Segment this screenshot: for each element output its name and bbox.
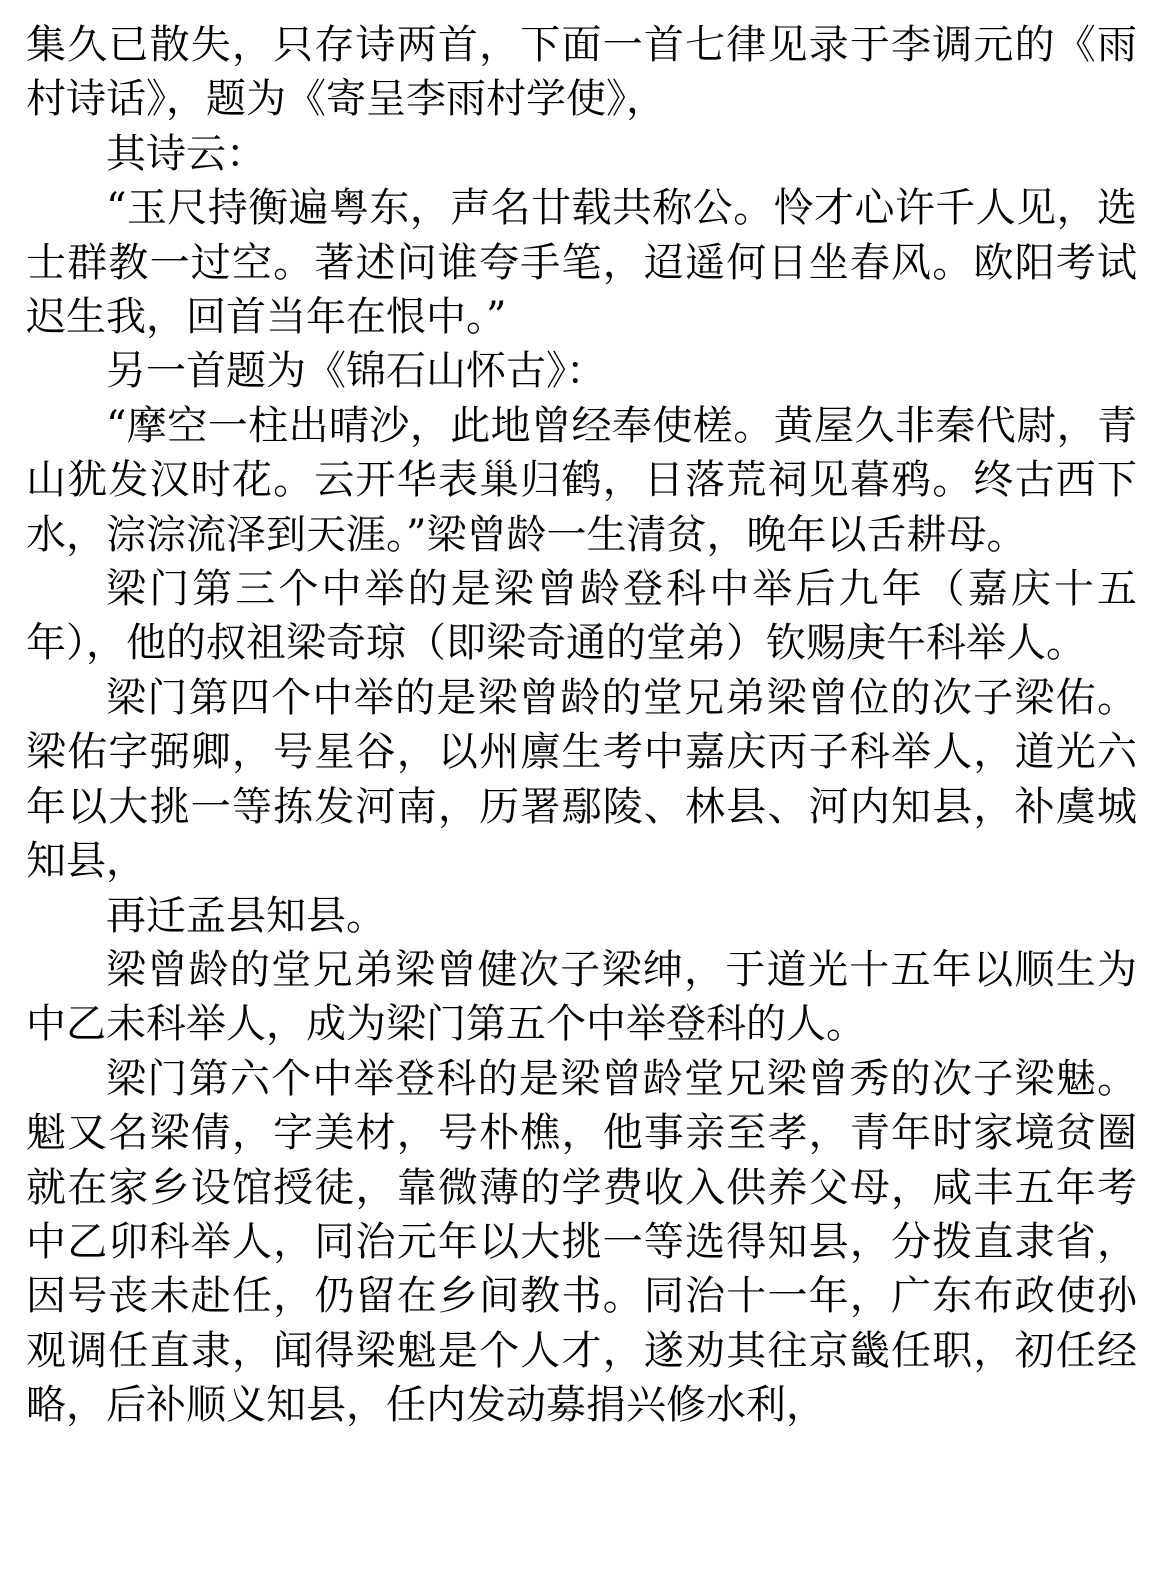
paragraph-7: 梁门第四个中举的是梁曾龄的堂兄弟梁曾位的次子梁佑。梁佑字弼卿，号星谷，以州廪生考中嘉庆丙子科举人，道光六年以大挑一等拣发河南，历署鄢陵、林县、河内知县，补虞城知县， [26,674,1137,885]
paragraph-1: 集久已散失，只存诗两首，下面一首七律见录于李调元的《雨村诗话》，题为《寄呈李雨村学使》， [26,22,1137,123]
paragraph-6: 梁门第三个中举的是梁曾龄登科中举后九年（嘉庆十五年），他的叔祖梁奇琼（即梁奇通的堂弟）钦赐庚午科举人。 [26,566,1137,667]
paragraph-4: 另一首题为《锦石山怀古》： [106,348,606,395]
paragraph-5-poem: “摩空一柱出晴沙，此地曾经奉使槎。黄屋久非秦代尉，青山犹发汉时花。云开华表巢归鹤，日落荒祠见暮鸦。终古西下水，淙淙流泽到天涯。”梁曾龄一生清贫，晚年以舌耕母。 [26,402,1137,558]
paragraph-3-poem: “玉尺持衡遍粤东，声名廿载共称公。怜才心许千人见，选士群教一过空。著述问谁夸手笔，迢遥何日坐春风。欧阳考试迟生我，回首当年在恨中。” [26,185,1137,341]
paragraph-10: 梁门第六个中举登科的是梁曾龄堂兄梁曾秀的次子梁魅。魁又名梁倩，字美材，号朴樵，他事亲至孝，青年时家境贫圈就在家乡设馆授徒，靠微薄的学费收入供养父母，咸丰五年考中乙卯科举人，同治元年以大挑一等选得知县，分拨直隶省，因号丧未赴任，仍留在乡间教书。同治十一年，广东布政使孙观调任直隶，闻得梁魁是个人才，遂劝其往京畿任职，初任经略，后补顺义知县，任内发动募捐兴修水利， [26,1055,1137,1429]
paragraph-2: 其诗云： [106,130,266,177]
paragraph-8: 再迁孟县知县。 [106,892,386,939]
paragraph-9: 梁曾龄的堂兄弟梁曾健次子梁绅，于道光十五年以顺生为中乙未科举人，成为梁门第五个中举登科的人。 [26,946,1137,1048]
